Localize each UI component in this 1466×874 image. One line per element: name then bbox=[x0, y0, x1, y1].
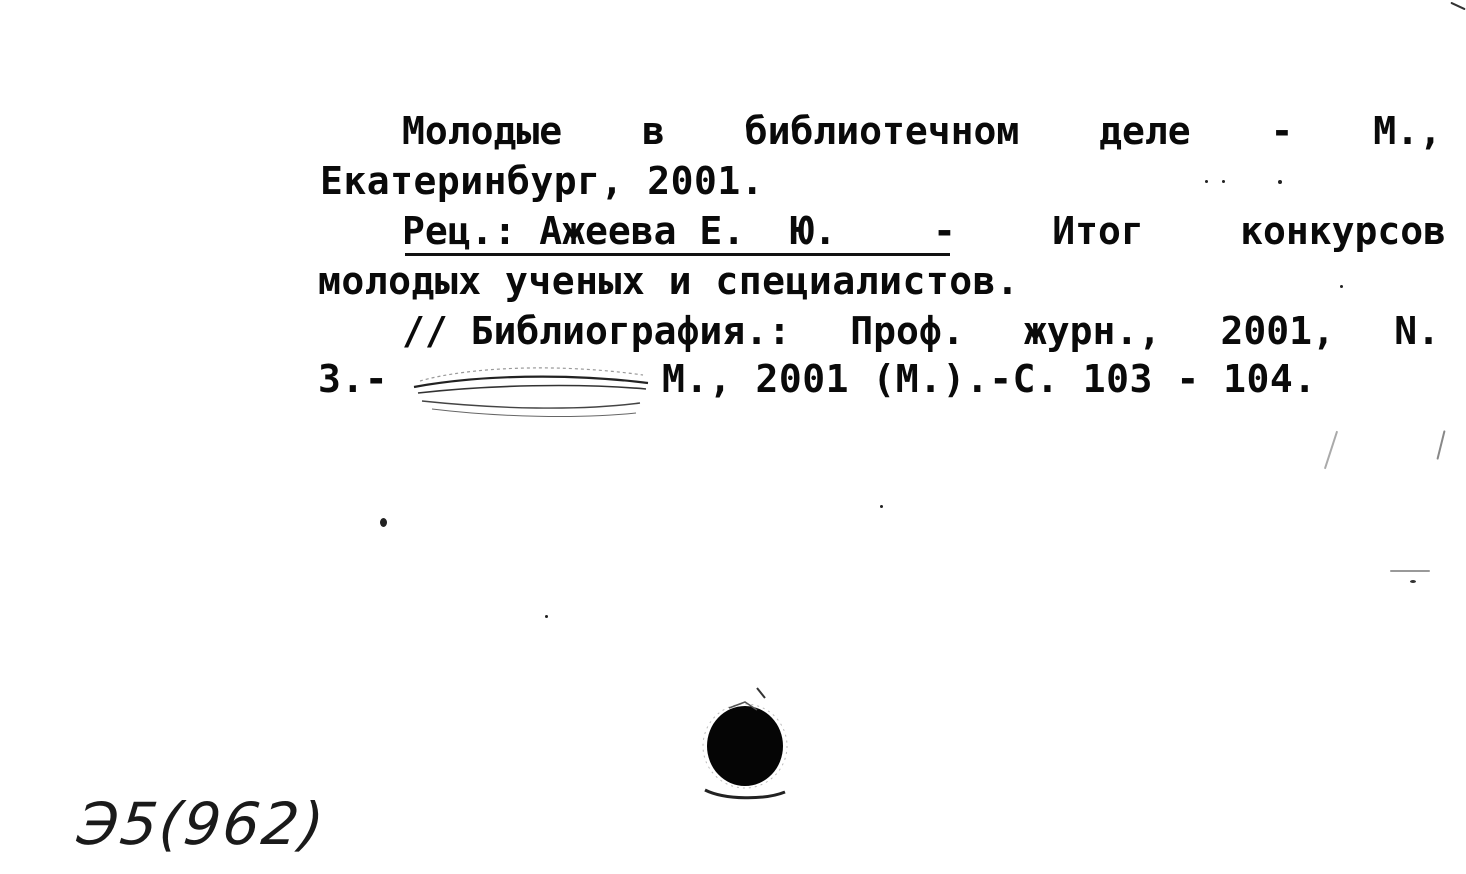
word: // Библиография.: bbox=[402, 309, 791, 353]
review-line-2: молодых ученых и специалистов. bbox=[318, 259, 1020, 303]
speck bbox=[880, 505, 883, 508]
word: М., bbox=[1373, 109, 1442, 153]
erasure-mark bbox=[408, 345, 658, 425]
source-line-2-prefix: 3.- bbox=[318, 357, 389, 401]
speck bbox=[545, 615, 548, 618]
word: журн., bbox=[1023, 309, 1162, 353]
speck bbox=[1340, 285, 1343, 288]
word: Рец.: Ажеева Е. Ю. bbox=[402, 209, 837, 253]
title-line-2: Екатеринбург, 2001. bbox=[320, 159, 765, 203]
word: библиотечном bbox=[744, 109, 1020, 153]
speck bbox=[1450, 2, 1465, 11]
shelf-mark: Э5(962) bbox=[74, 790, 329, 858]
speck bbox=[1278, 180, 1282, 184]
word: конкурсов bbox=[1240, 209, 1446, 253]
speck bbox=[1222, 180, 1225, 183]
word: - bbox=[933, 209, 956, 253]
speck bbox=[380, 518, 387, 527]
reviewer-underline bbox=[405, 253, 950, 256]
punch-hole bbox=[685, 680, 805, 810]
word: Молодые bbox=[402, 109, 563, 153]
word: 2001, bbox=[1220, 309, 1335, 353]
speck bbox=[1436, 430, 1445, 460]
word: Итог bbox=[1052, 209, 1144, 253]
word: деле bbox=[1099, 109, 1191, 153]
speck bbox=[1390, 570, 1430, 572]
review-line-1 bbox=[402, 208, 1446, 254]
word: Проф. bbox=[850, 309, 965, 353]
title-line-1 bbox=[402, 108, 1442, 154]
speck bbox=[1410, 580, 1416, 583]
speck bbox=[1205, 180, 1208, 183]
source-line-2-rest: М., 2001 (М.).-С. 103 - 104. bbox=[662, 357, 1317, 401]
word: - bbox=[1270, 109, 1294, 153]
word: в bbox=[642, 109, 665, 153]
speck bbox=[1324, 431, 1338, 470]
word: N. bbox=[1394, 309, 1440, 353]
